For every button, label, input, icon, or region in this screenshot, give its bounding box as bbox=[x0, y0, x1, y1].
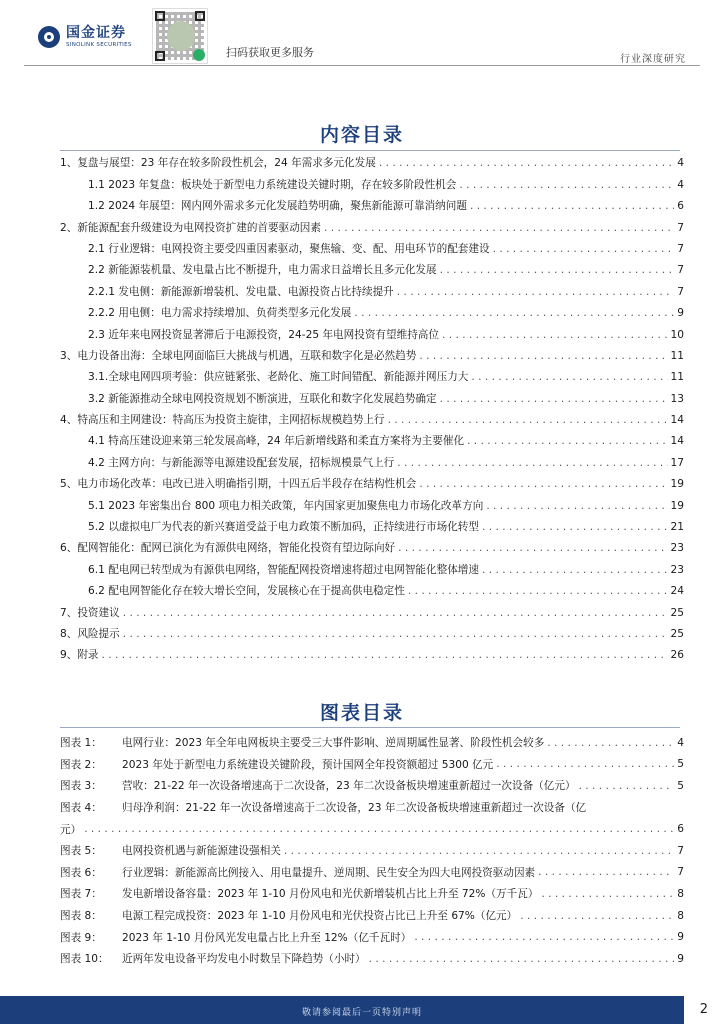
toc-entry-text: 2.2 新能源装机量、发电量占比不断提升，电力需求日益增长且多元化发展 bbox=[88, 264, 437, 277]
header-divider bbox=[24, 65, 700, 66]
toc-leader-dots bbox=[470, 201, 674, 212]
toc-entry[interactable] bbox=[60, 153, 684, 174]
figure-page: 4 bbox=[677, 736, 684, 749]
toc-leader-dots bbox=[123, 629, 668, 640]
scan-prompt: 扫码获取更多服务 bbox=[226, 46, 314, 59]
toc-entry-text: 1、复盘与展望：23 年存在较多阶段性机会，24 年需求多元化发展 bbox=[60, 157, 376, 170]
toc-entry[interactable] bbox=[60, 517, 684, 538]
toc-entry-text: 5.1 2023 年密集出台 800 项电力相关政策，年内国家更加聚焦电力市场化改革方向 bbox=[88, 499, 484, 512]
toc-entry[interactable] bbox=[60, 388, 684, 409]
toc-leader-dots bbox=[459, 180, 674, 191]
toc-entry-page: 25 bbox=[670, 627, 684, 640]
figure-label: 图表 10： bbox=[60, 953, 109, 966]
toc-entry-text: 1.1 2023 年复盘：板块处于新型电力系统建设关键时期，存在较多阶段性机会 bbox=[88, 178, 457, 191]
toc-entry-page: 24 bbox=[670, 585, 684, 598]
toc-leader-dots bbox=[123, 608, 668, 619]
figure-entry[interactable] bbox=[60, 905, 684, 927]
toc-leader-dots bbox=[408, 586, 668, 597]
toc-leader-dots bbox=[482, 565, 668, 576]
figure-caption: 近两年发电设备平均发电小时数呈下降趋势（小时） bbox=[122, 953, 366, 966]
toc-entry-text: 4、特高压和主网建设：特高压为投资主旋律，主网招标规模趋势上行 bbox=[60, 414, 385, 427]
toc-entry[interactable] bbox=[60, 239, 684, 260]
figure-label: 图表 3： bbox=[60, 780, 102, 793]
toc-entry[interactable] bbox=[60, 303, 684, 324]
toc-leader-dots bbox=[467, 436, 667, 447]
toc-entry-page: 26 bbox=[670, 649, 684, 662]
figure-leader-dots bbox=[496, 758, 674, 770]
figure-label: 图表 4： bbox=[60, 802, 102, 815]
toc-leader-dots bbox=[397, 287, 674, 298]
figure-entry[interactable] bbox=[60, 775, 684, 797]
figure-leader-dots bbox=[284, 845, 674, 857]
toc-entry[interactable] bbox=[60, 346, 684, 367]
toc-leader-dots bbox=[354, 308, 674, 319]
toc-entry-text: 2、新能源配套升级建设为电网投资扩建的首要驱动因素 bbox=[60, 221, 321, 234]
toc-entry-text: 6.2 配电网智能化存在较大增长空间，发展核心在于提高供电稳定性 bbox=[88, 585, 405, 598]
toc-entry-text: 1.2 2024 年展望：网内网外需求多元化发展趋势明确，聚焦新能源可靠消纳问题 bbox=[88, 200, 467, 213]
toc-leader-dots bbox=[440, 394, 668, 405]
toc-entry[interactable] bbox=[60, 474, 684, 495]
figure-entry[interactable] bbox=[60, 948, 684, 970]
company-logo bbox=[38, 26, 132, 49]
figure-leader-dots bbox=[520, 910, 674, 922]
toc-entry[interactable] bbox=[60, 410, 684, 431]
figure-leader-dots bbox=[538, 866, 674, 878]
figure-page: 9 bbox=[677, 931, 684, 944]
figure-leader-dots bbox=[369, 953, 675, 965]
figure-page: 5 bbox=[677, 779, 684, 792]
toc-entry-page: 9 bbox=[677, 307, 684, 320]
figure-label: 图表 6： bbox=[60, 866, 102, 879]
figure-caption: 2023 年处于新型电力系统建设关键阶段，预计国网全年投资额超过 5300 亿元 bbox=[122, 758, 494, 771]
logo-name-en: SINOLINK SECURITIES bbox=[66, 42, 132, 48]
figure-label: 图表 9： bbox=[60, 931, 102, 944]
toc-entry-page: 13 bbox=[670, 392, 684, 405]
toc-entry-page: 14 bbox=[670, 435, 684, 448]
toc-entry-text: 7、投资建议 bbox=[60, 606, 120, 619]
toc-entry-page: 6 bbox=[677, 200, 684, 213]
toc-entry[interactable] bbox=[60, 581, 684, 602]
toc-entry-page: 17 bbox=[670, 456, 684, 469]
toc-leader-dots bbox=[102, 650, 668, 661]
toc-entry-page: 7 bbox=[677, 264, 684, 277]
toc-entry[interactable] bbox=[60, 624, 684, 645]
toc-leader-dots bbox=[379, 158, 674, 169]
toc-entry[interactable] bbox=[60, 452, 684, 473]
toc-entry-page: 23 bbox=[670, 563, 684, 576]
toc-leader-dots bbox=[398, 543, 667, 554]
figure-entry[interactable] bbox=[60, 862, 684, 884]
toc-leader-dots bbox=[482, 522, 668, 533]
toc-leader-dots bbox=[493, 244, 675, 255]
figure-entry-continuation[interactable] bbox=[60, 818, 684, 840]
toc-entry-text: 2.2.1 发电侧：新能源新增装机、发电量、电源投资占比持续提升 bbox=[88, 285, 394, 298]
figure-caption: 营收：21-22 年一次设备增速高于二次设备，23 年二次设备板块增速重新超过一次设备（亿元） bbox=[122, 780, 576, 793]
toc-entry-page: 4 bbox=[677, 178, 684, 191]
toc-leader-dots bbox=[442, 330, 668, 341]
page-header bbox=[0, 0, 724, 66]
logo-icon bbox=[38, 26, 60, 48]
figure-label: 图表 7： bbox=[60, 888, 102, 901]
toc-entry-page: 23 bbox=[670, 542, 684, 555]
figure-label: 图表 5： bbox=[60, 845, 102, 858]
toc-entry-text: 2.3 近年来电网投资显著滞后于电源投资，24-25 年电网投资有望维持高位 bbox=[88, 328, 439, 341]
figure-entry[interactable] bbox=[60, 732, 684, 754]
figure-entry[interactable] bbox=[60, 840, 684, 862]
toc-entry-page: 10 bbox=[670, 328, 684, 341]
toc-entry[interactable] bbox=[60, 431, 684, 452]
toc-entry-text: 3、电力设备出海：全球电网面临巨大挑战与机遇，互联和数字化是必然趋势 bbox=[60, 349, 417, 362]
toc-entry-text: 6、配网智能化：配网已演化为有源供电网络，智能化投资有望边际向好 bbox=[60, 542, 396, 555]
toc-entry-page: 4 bbox=[677, 157, 684, 170]
toc-entry-text: 8、风险提示 bbox=[60, 627, 120, 640]
figure-leader-dots bbox=[541, 888, 674, 900]
toc-entry-text: 4.1 特高压建设迎来第三轮发展高峰，24 年后新增线路和柔直方案将为主要催化 bbox=[88, 435, 465, 448]
toc-title: 内容目录 bbox=[319, 124, 404, 146]
figure-leader-dots bbox=[84, 823, 674, 835]
toc-entry-page: 7 bbox=[677, 242, 684, 255]
toc-entry[interactable] bbox=[60, 495, 684, 516]
figure-caption: 行业逻辑：新能源高比例接入、用电量提升、逆周期、民生安全为四大电网投资驱动因素 bbox=[122, 866, 536, 879]
toc-leader-dots bbox=[388, 415, 668, 426]
toc-entry-text: 6.1 配电网已转型成为有源供电网络，智能配网投资增速将超过电网智能化整体增速 bbox=[88, 563, 479, 576]
toc-entry[interactable] bbox=[60, 559, 684, 580]
toc-divider bbox=[60, 150, 680, 151]
toc-entry[interactable] bbox=[60, 281, 684, 302]
toc-entry[interactable] bbox=[60, 645, 684, 666]
figure-page: 5 bbox=[677, 758, 684, 771]
toc-entry-text: 9、附录 bbox=[60, 649, 99, 662]
figure-caption: 电网行业：2023 年全年电网板块主要受三大事件影响、逆周期属性显著、阶段性机会较多 bbox=[122, 737, 545, 750]
toc-entry-page: 7 bbox=[677, 285, 684, 298]
toc-entry-page: 25 bbox=[670, 606, 684, 619]
toc-entry-page: 7 bbox=[677, 221, 684, 234]
toc-entry-page: 19 bbox=[670, 499, 684, 512]
figure-page: 7 bbox=[677, 844, 684, 857]
figures-title: 图表目录 bbox=[319, 702, 404, 724]
footer-notice: 敬请参阅最后一页特别声明 bbox=[301, 1008, 422, 1018]
table-of-contents bbox=[60, 153, 684, 666]
logo-name-cn: 国金证券 bbox=[66, 25, 126, 41]
figures-list bbox=[60, 732, 684, 970]
toc-entry-page: 21 bbox=[670, 521, 684, 534]
qr-code-icon bbox=[152, 8, 208, 64]
toc-entry-text: 2.1 行业逻辑：电网投资主要受四重因素驱动，聚焦输、变、配、用电环节的配套建设 bbox=[88, 242, 490, 255]
figure-label: 图表 8： bbox=[60, 910, 102, 923]
toc-leader-dots bbox=[440, 265, 675, 276]
toc-entry-text: 2.2.2 用电侧：电力需求持续增加、负荷类型多元化发展 bbox=[88, 307, 352, 320]
toc-leader-dots bbox=[324, 223, 674, 234]
document-type: 行业深度研究 bbox=[620, 54, 686, 65]
figures-divider bbox=[60, 727, 680, 728]
figure-caption: 归母净利润：21-22 年一次设备增速高于二次设备，23 年二次设备板块增速重新超过一次设备（亿 bbox=[122, 802, 587, 815]
figure-leader-dots bbox=[579, 780, 675, 792]
toc-entry-text: 3.1.全球电网四项考验：供应链紧张、老龄化、施工时间错配、新能源并网压力大 bbox=[88, 371, 469, 384]
figure-page: 9 bbox=[677, 952, 684, 965]
toc-entry[interactable] bbox=[60, 260, 684, 281]
wechat-icon bbox=[193, 49, 205, 61]
figure-entry[interactable] bbox=[60, 926, 684, 948]
figure-caption: 电源工程完成投资：2023 年 1-10 月份风电和光伏投资占比已上升至 67%（亿元） bbox=[122, 910, 518, 923]
toc-entry-text: 3.2 新能源推动全球电网投资规划不断演进，互联化和数字化发展趋势确定 bbox=[88, 392, 437, 405]
figure-label: 图表 1： bbox=[60, 737, 102, 750]
figure-caption: 2023 年 1-10 月份风光发电量占比上升至 12%（亿千瓦时） bbox=[122, 931, 412, 944]
figure-caption: 发电新增设备容量：2023 年 1-10 月份风电和光伏新增装机占比上升至 72%（万千瓦） bbox=[122, 888, 539, 901]
toc-leader-dots bbox=[419, 479, 667, 490]
figure-leader-dots bbox=[414, 931, 674, 943]
toc-leader-dots bbox=[419, 351, 667, 362]
toc-entry-text: 5、电力市场化改革：电改已进入明确指引期，十四五后半段存在结构性机会 bbox=[60, 478, 417, 491]
toc-entry-page: 14 bbox=[670, 414, 684, 427]
toc-entry[interactable] bbox=[60, 367, 684, 388]
toc-entry[interactable] bbox=[60, 196, 684, 217]
figure-page: 8 bbox=[677, 909, 684, 922]
figure-label: 图表 2： bbox=[60, 758, 102, 771]
figure-page: 8 bbox=[677, 887, 684, 900]
toc-entry-page: 11 bbox=[670, 371, 684, 384]
toc-leader-dots bbox=[397, 458, 667, 469]
toc-entry[interactable] bbox=[60, 602, 684, 623]
figure-caption-continuation: 元） bbox=[60, 823, 82, 836]
toc-entry-text: 5.2 以虚拟电厂为代表的新兴赛道受益于电力政策不断加码，正持续进行市场化转型 bbox=[88, 521, 479, 534]
toc-leader-dots bbox=[486, 501, 667, 512]
toc-entry[interactable] bbox=[60, 174, 684, 195]
toc-entry-page: 19 bbox=[670, 478, 684, 491]
toc-entry[interactable] bbox=[60, 217, 684, 238]
toc-leader-dots bbox=[471, 372, 667, 383]
figure-page: 6 bbox=[677, 823, 684, 836]
toc-entry[interactable] bbox=[60, 324, 684, 345]
page-footer bbox=[0, 996, 724, 1024]
figure-leader-dots bbox=[547, 737, 674, 749]
figure-entry[interactable] bbox=[60, 883, 684, 905]
figure-entry[interactable] bbox=[60, 797, 684, 819]
figure-caption: 电网投资机遇与新能源建设强相关 bbox=[122, 845, 281, 858]
toc-entry[interactable] bbox=[60, 538, 684, 559]
figure-entry[interactable] bbox=[60, 754, 684, 776]
figure-page: 7 bbox=[677, 866, 684, 879]
page-number: 2 bbox=[699, 1002, 708, 1017]
toc-entry-page: 11 bbox=[670, 349, 684, 362]
toc-entry-text: 4.2 主网方向：与新能源等电源建设配套发展，招标规模景气上行 bbox=[88, 456, 395, 469]
